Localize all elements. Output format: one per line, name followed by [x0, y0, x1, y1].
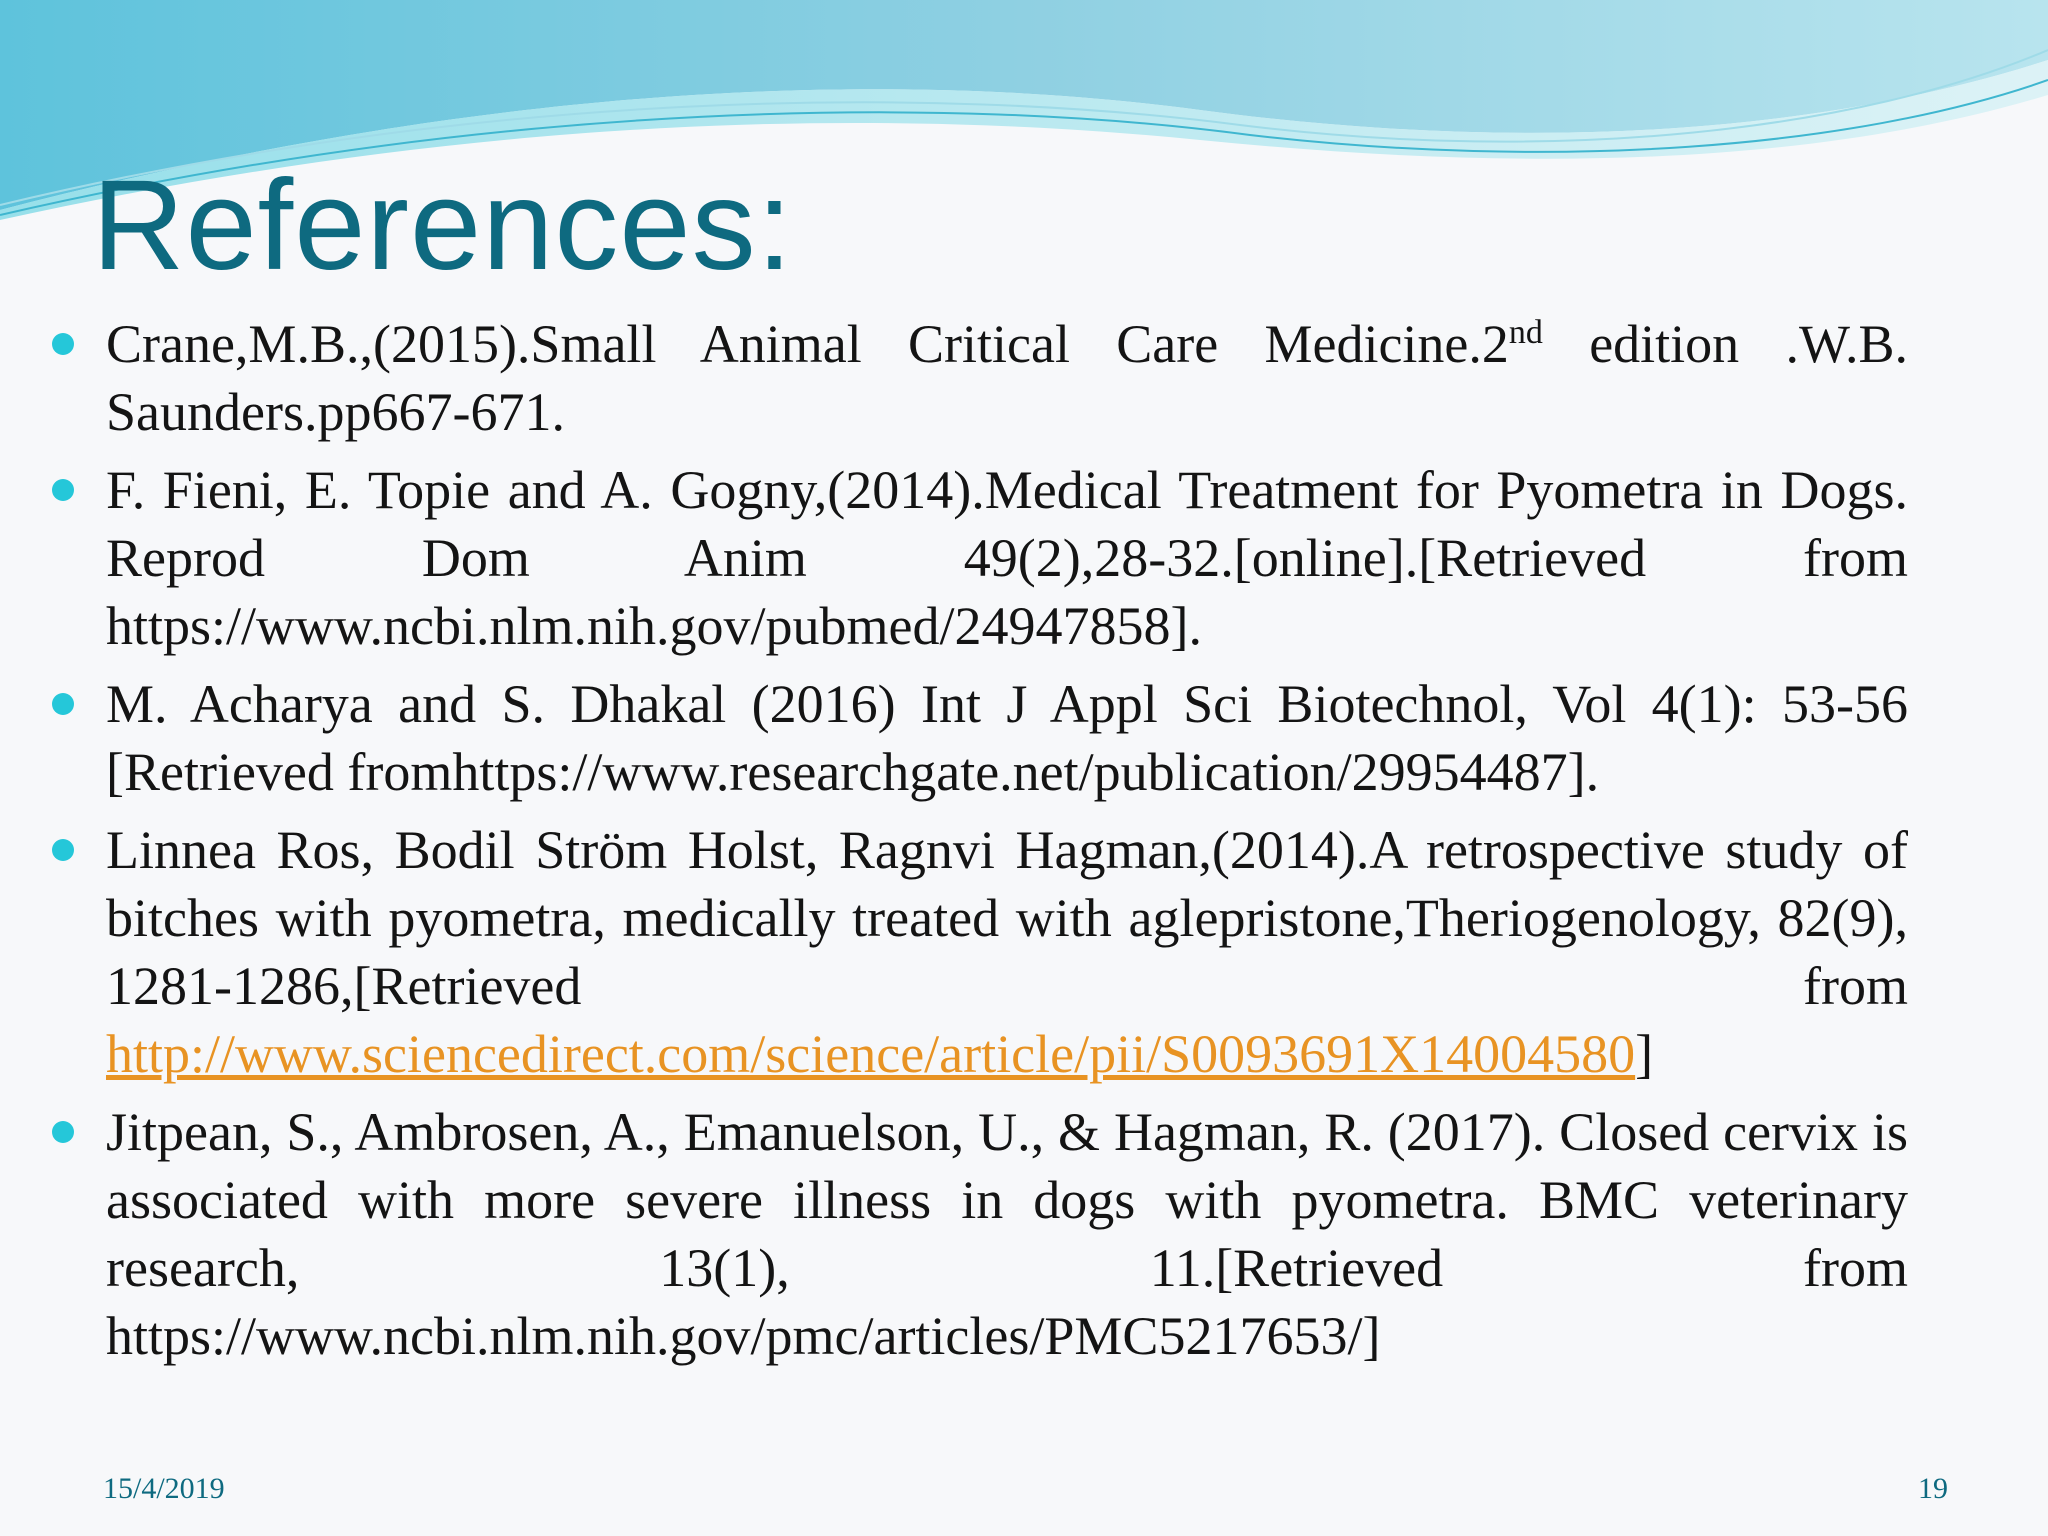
- slide-date: 15/4/2019: [103, 1472, 225, 1505]
- bullet-icon: [52, 693, 74, 715]
- bullet-icon: [52, 479, 74, 501]
- slide-number: 19: [1918, 1472, 1948, 1505]
- reference-list: [52, 310, 1908, 1380]
- reference-item: Crane,M.B.,(2015).Small Animal Critical Care Medicine.2nd edition .W.B. Saunders.pp667-671.: [52, 310, 1908, 446]
- reference-item: Linnea Ros, Bodil Ström Holst, Ragnvi Hagman,(2014).A retrospective study of bitches with pyometra, medically treated with aglepristone,Theriogenology, 82(9), 1281-1286,[Retrieved from http://www.sciencedirect.com/science/article/pii/S0093691X14004580]: [52, 816, 1908, 1088]
- reference-item: F. Fieni, E. Topie and A. Gogny,(2014).Medical Treatment for Pyometra in Dogs. Reprod Dom Anim 49(2),28-32.[online].[Retrieved from https://www.ncbi.nlm.nih.gov/pubmed/24947858].: [52, 456, 1908, 660]
- bullet-icon: [52, 1121, 74, 1143]
- bullet-icon: [52, 333, 74, 355]
- reference-item: Jitpean, S., Ambrosen, A., Emanuelson, U., & Hagman, R. (2017). Closed cervix is associated with more severe illness in dogs with pyometra. BMC veterinary research, 13(1), 11.[Retrieved from https://www.ncbi.nlm.nih.gov/pmc/articles/PMC5217653/]: [52, 1098, 1908, 1370]
- slide-title: References:: [92, 154, 794, 297]
- bullet-icon: [52, 839, 74, 861]
- reference-link[interactable]: http://www.sciencedirect.com/science/article/pii/S0093691X14004580: [106, 1024, 1636, 1084]
- reference-item: M. Acharya and S. Dhakal (2016) Int J Appl Sci Biotechnol, Vol 4(1): 53-56 [Retrieved fromhttps://www.researchgate.net/publication/29954487].: [52, 670, 1908, 806]
